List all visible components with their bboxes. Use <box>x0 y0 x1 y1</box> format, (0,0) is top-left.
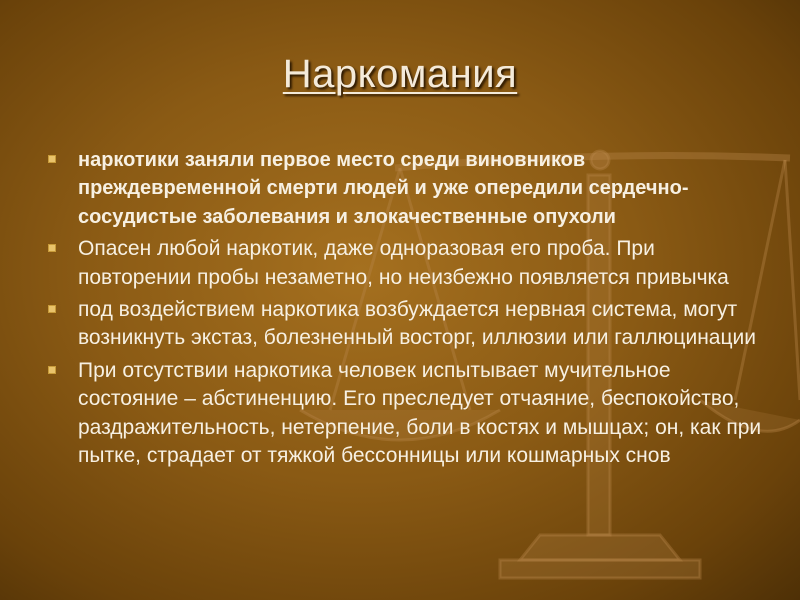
square-bullet-icon <box>48 366 56 374</box>
list-item <box>42 357 772 471</box>
list-item-text: под воздействием наркотика возбуждается нервная система, могут возникнуть экстаз, болезненный восторг, иллюзии или галлюцинации <box>78 298 756 350</box>
list-item <box>42 235 772 292</box>
list-item-text: При отсутствии наркотика человек испытывает мучительное состояние – абстиненцию. Его преследует отчаяние, беспокойство, раздражительность, нетерпение, боли в костях и мышцах; он, как при пытке, страдает от тяжкой бессонницы или кошмарных снов <box>78 358 762 468</box>
list-item <box>42 296 772 353</box>
square-bullet-icon <box>48 155 56 163</box>
list-item-text: наркотики заняли первое место среди виновников преждевременной смерти людей и уже опередили сердечно-сосудистые заболевания и злокачественные опухоли <box>78 149 689 228</box>
square-bullet-icon <box>48 244 56 252</box>
square-bullet-icon <box>48 305 56 313</box>
slide-title: Наркомания <box>282 52 518 96</box>
list-item <box>42 146 772 231</box>
list-item-text: Опасен любой наркотик, даже одноразовая его проба. При повторении пробы незаметно, но неизбежно появляется привычка <box>78 237 729 289</box>
bullet-list <box>42 146 772 474</box>
